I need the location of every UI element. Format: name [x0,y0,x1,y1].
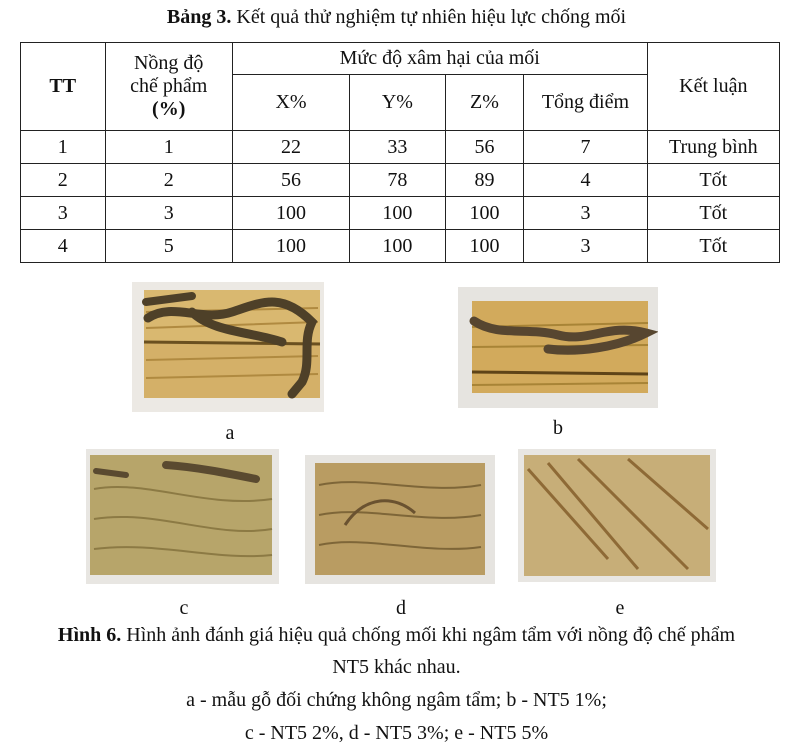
cell-tt: 2 [21,164,106,197]
cell-y: 100 [350,230,445,263]
header-damage: Mức độ xâm hại của mối [232,43,647,75]
table-row [21,131,780,164]
header-conc-line1: Nồng độ [133,52,204,74]
photo-d [305,455,495,584]
photo-c-label: c [179,597,189,619]
photo-c [86,449,279,584]
cell-z: 100 [445,197,524,230]
table-title-label: Bảng 3. [166,6,232,28]
cell-conc: 2 [105,164,232,197]
cell-conclusion: Trung bình [647,131,779,164]
figure-caption-line2: NT5 khác nhau. [332,656,461,678]
cell-tt: 3 [21,197,106,230]
header-concentration [105,43,232,131]
cell-conclusion: Tốt [647,230,779,263]
cell-y: 78 [350,164,445,197]
header-x: X% [232,75,349,131]
table-row [21,230,780,263]
cell-conc: 1 [105,131,232,164]
header-z: Z% [445,75,524,131]
cell-y: 100 [350,197,445,230]
table-title-text: Kết quả thử nghiệm tự nhiên hiệu lực chống mối [231,6,627,28]
table-header-row [21,43,780,75]
figure-title-label: Hình 6. [57,624,122,646]
cell-conclusion: Tốt [647,197,779,230]
header-total: Tổng điểm [524,75,647,131]
photo-e [518,449,716,582]
cell-tt: 1 [21,131,106,164]
table-title [0,6,793,29]
cell-total: 3 [524,230,647,263]
figure-caption-line1 [0,624,793,647]
figure-title-text: Hình ảnh đánh giá hiệu quả chống mối khi ngâm tẩm với nồng độ chế phẩm [121,624,736,646]
photo-d-label: d [396,597,406,619]
figure-caption-line4: c - NT5 2%, d - NT5 3%; e - NT5 5% [244,722,549,744]
cell-total: 4 [524,164,647,197]
table-row [21,164,780,197]
cell-z: 56 [445,131,524,164]
photo-b-label: b [553,417,563,439]
cell-x: 22 [232,131,349,164]
cell-conc: 5 [105,230,232,263]
cell-conclusion: Tốt [647,164,779,197]
cell-tt: 4 [21,230,106,263]
cell-z: 100 [445,230,524,263]
figure-caption-line3: a - mẫu gỗ đối chứng không ngâm tẩm; b - NT5 1%; [186,689,607,711]
header-tt: TT [21,43,106,131]
cell-total: 7 [524,131,647,164]
header-y: Y% [350,75,445,131]
cell-total: 3 [524,197,647,230]
cell-y: 33 [350,131,445,164]
table-row [21,197,780,230]
header-conc-line2: chế phẩm [130,75,208,97]
cell-z: 89 [445,164,524,197]
photo-b [458,287,658,408]
cell-x: 100 [232,197,349,230]
results-table [20,42,780,263]
photo-e-label: e [615,597,625,619]
header-conc-line3: (%) [152,98,186,120]
cell-x: 100 [232,230,349,263]
photo-a-label: a [225,422,235,444]
photo-a [132,282,324,412]
header-conclusion: Kết luận [647,43,779,131]
cell-conc: 3 [105,197,232,230]
cell-x: 56 [232,164,349,197]
